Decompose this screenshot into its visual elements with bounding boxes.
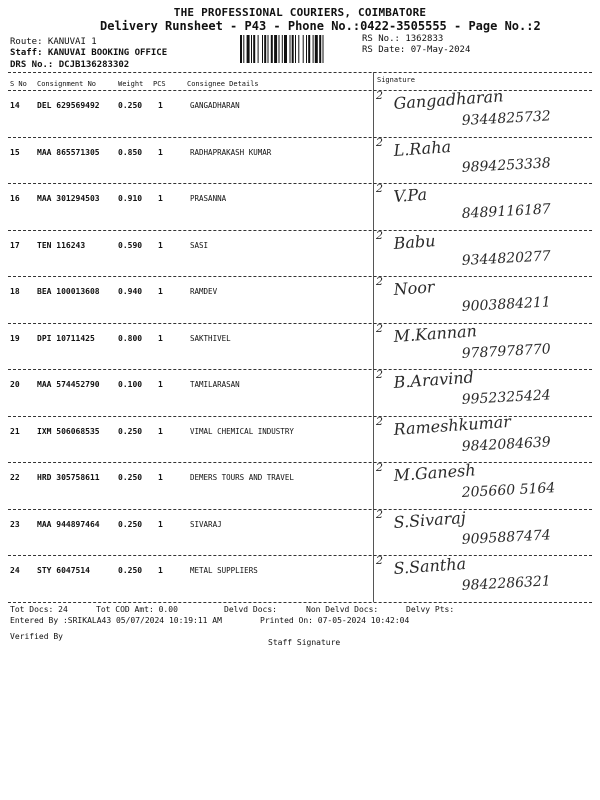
- row-sno: 15: [10, 147, 20, 157]
- row-pcs: 1: [158, 240, 163, 250]
- recipient-signature: [372, 502, 592, 552]
- row-sno: 18: [10, 287, 20, 296]
- row-consignee: SASI: [190, 240, 209, 250]
- barcode-image: [240, 35, 358, 63]
- row-consignee: SIVARAJ: [190, 519, 222, 529]
- svg-text:2: 2: [376, 461, 383, 474]
- svg-text:2: 2: [376, 135, 383, 149]
- row-consignment-no: HRD 305758611: [37, 473, 100, 482]
- svg-text:2: 2: [376, 89, 383, 102]
- row-consignment-no: STY 6047514: [37, 566, 90, 575]
- delivery-points: Delvy Pts:: [406, 605, 455, 614]
- signature-name: Rameshkumar: [392, 411, 512, 439]
- recipient-signature: [372, 269, 592, 319]
- row-sno: 14: [10, 101, 20, 110]
- signature-phone: 9842286321: [461, 573, 552, 594]
- row-consignee: TAMILARASAN: [190, 380, 240, 389]
- staff-label: Staff: KANUVAI BOOKING OFFICE: [10, 48, 168, 58]
- row-pcs: 1: [158, 519, 163, 529]
- row-pcs: 1: [158, 194, 163, 203]
- row-consignment-no: DPI 10711425: [37, 333, 95, 343]
- row-pcs: 1: [158, 333, 163, 343]
- recipient-signature: [372, 83, 592, 133]
- row-consignment-no: IXM 506068535: [37, 426, 100, 436]
- row-pcs: 1: [158, 473, 163, 482]
- svg-text:2: 2: [376, 414, 383, 428]
- col-consignee: Consignee Details: [187, 80, 259, 88]
- row-consignee: VIMAL CHEMICAL INDUSTRY: [190, 426, 294, 436]
- verified-by: Verified By: [10, 632, 63, 641]
- recipient-signature: [372, 362, 592, 412]
- recipient-signature: [372, 548, 592, 598]
- signature-name: Noor: [392, 277, 436, 299]
- route-label: Route: KANUVAI 1: [10, 37, 97, 47]
- signature-name: B.Aravind: [392, 367, 475, 392]
- row-sno: 23: [10, 519, 20, 529]
- signature-phone: 9003884211: [461, 294, 552, 315]
- signature-phone: 9894253338: [461, 154, 552, 176]
- total-cod-amount: Tot COD Amt: 0.00: [96, 605, 178, 614]
- signature-name: V.Pa: [392, 184, 428, 206]
- svg-text:2: 2: [376, 554, 383, 567]
- staff-signature: Staff Signature: [268, 638, 341, 647]
- svg-text:2: 2: [376, 368, 383, 381]
- col-signature: Signature: [377, 76, 415, 84]
- recipient-signature: [372, 223, 592, 273]
- row-consignment-no: DEL 629569492: [37, 101, 100, 110]
- row-pcs: 1: [158, 147, 163, 157]
- row-consignment-no: MAA 574452790: [37, 380, 100, 389]
- row-weight: 0.590: [118, 240, 143, 250]
- printed-on: Printed On: 07-05-2024 10:42:04: [260, 616, 410, 625]
- signature-phone: 9787978770: [461, 340, 552, 362]
- row-pcs: 1: [158, 566, 163, 575]
- row-weight: 0.250: [118, 566, 143, 575]
- signature-name: L.Raha: [392, 136, 452, 160]
- rs-date: RS Date: 07-May-2024: [362, 45, 471, 55]
- row-separator: [8, 602, 592, 603]
- table-row: [0, 553, 600, 601]
- rs-number: RS No.: 1362833: [362, 34, 444, 44]
- row-consignee: RADHAPRAKASH KUMAR: [190, 147, 272, 157]
- row-sno: 16: [10, 194, 20, 203]
- signature-phone: 8489116187: [461, 201, 552, 222]
- delivered-docs: Delvd Docs:: [224, 605, 277, 614]
- row-pcs: 1: [158, 287, 163, 296]
- row-pcs: 1: [158, 380, 163, 389]
- row-weight: 0.940: [118, 287, 143, 296]
- recipient-signature: [372, 316, 592, 366]
- row-weight: 0.910: [118, 194, 143, 203]
- svg-text:2: 2: [376, 182, 383, 195]
- row-sno: 20: [10, 380, 20, 389]
- row-weight: 0.850: [118, 147, 143, 157]
- signature-phone: 9344825732: [461, 108, 552, 129]
- signature-name: M.Kannan: [392, 320, 478, 346]
- row-weight: 0.800: [118, 333, 143, 343]
- row-consignee: RAMDEV: [190, 287, 218, 296]
- signature-name: S.Santha: [392, 553, 467, 578]
- svg-text:2: 2: [376, 275, 383, 288]
- signature-name: S.Sivaraj: [392, 507, 467, 532]
- signature-phone: 9842084639: [461, 433, 552, 455]
- row-sno: 17: [10, 240, 20, 250]
- row-weight: 0.250: [118, 519, 143, 529]
- col-consignment: Consignment No: [37, 80, 97, 88]
- row-sno: 22: [10, 473, 20, 482]
- table-top-rule: [8, 72, 592, 73]
- row-consignment-no: MAA 944897464: [37, 519, 100, 529]
- signature-name: M.Ganesh: [392, 460, 477, 485]
- col-weight: Weight: [118, 80, 144, 88]
- recipient-signature: [372, 409, 592, 459]
- svg-text:2: 2: [376, 321, 383, 335]
- row-consignment-no: BEA 100013608: [37, 287, 100, 296]
- drs-number: DRS No.: DCJB136283302: [10, 60, 130, 70]
- recipient-signature: [372, 455, 592, 505]
- col-pcs: PCS: [153, 80, 166, 88]
- row-pcs: 1: [158, 101, 163, 110]
- signature-phone: 9952325424: [461, 387, 552, 408]
- company-title: THE PROFESSIONAL COURIERS, COIMBATORE: [173, 6, 427, 19]
- row-consignment-no: TEN 116243: [37, 240, 86, 250]
- row-consignee: DEMERS TOURS AND TRAVEL: [190, 473, 294, 482]
- row-consignment-no: MAA 865571305: [37, 147, 100, 157]
- row-weight: 0.250: [118, 473, 143, 482]
- row-sno: 21: [10, 426, 20, 436]
- row-consignment-no: MAA 301294503: [37, 194, 100, 203]
- row-weight: 0.100: [118, 380, 143, 389]
- runsheet-subtitle: Delivery Runsheet - P43 - Phone No.:0422-3505555 - Page No.:2: [100, 19, 541, 33]
- non-delivered-docs: Non Delvd Docs:: [306, 605, 379, 614]
- svg-text:2: 2: [376, 228, 383, 242]
- row-weight: 0.250: [118, 101, 143, 110]
- signature-name: Babu: [392, 230, 437, 253]
- row-sno: 24: [10, 566, 20, 575]
- row-consignee: GANGADHARAN: [190, 101, 240, 110]
- signature-phone: 9344820277: [461, 247, 552, 269]
- row-weight: 0.250: [118, 426, 143, 436]
- total-docs: Tot Docs: 24: [10, 605, 68, 614]
- row-sno: 19: [10, 333, 20, 343]
- row-consignee: METAL SUPPLIERS: [190, 566, 258, 575]
- row-pcs: 1: [158, 426, 163, 436]
- entered-by: Entered By :SRIKALA43 05/07/2024 10:19:11 AM: [10, 616, 222, 625]
- signature-name: Gangadharan: [392, 86, 504, 113]
- svg-text:2: 2: [376, 507, 383, 521]
- row-consignee: SAKTHIVEL: [190, 333, 231, 343]
- signature-phone: 205660 5164: [461, 480, 556, 501]
- signature-phone: 9095887474: [461, 526, 552, 548]
- col-sno: S No: [10, 80, 27, 88]
- row-consignee: PRASANNA: [190, 194, 227, 203]
- recipient-signature: [372, 176, 592, 226]
- recipient-signature: [372, 130, 592, 180]
